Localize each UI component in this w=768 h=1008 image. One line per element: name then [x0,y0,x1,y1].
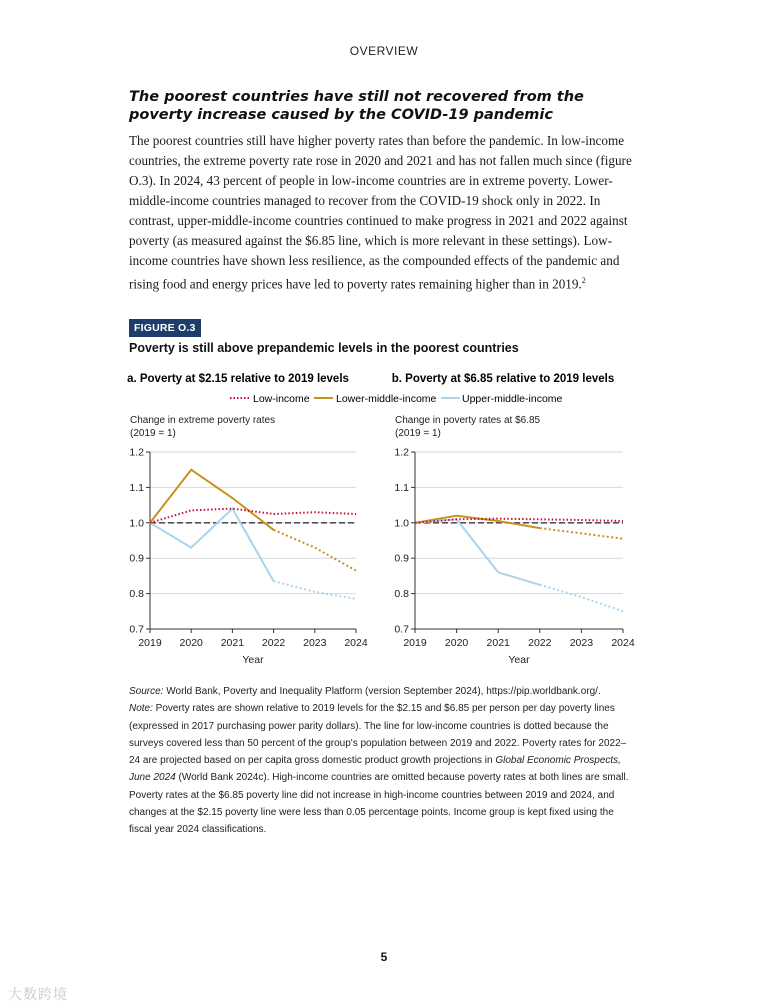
panel-b-line-upper-middle-income [415,519,540,585]
panel-a-line-upper-middle-income-projected [274,581,356,599]
body-text: The poorest countries still have higher poverty rates than before the pandemic. In low-income countries, the extreme poverty rate rose in 2020 and 2021 and has not fallen much since (figure O.3). In 2024, 43 percent of people in low-income countries are in extreme poverty. Lower-middle-income countries managed to recover from the COVID-19 shock only in 2022. In contrast, upper-middle-income countries continued to make progress in 2021 and 2022 against poverty (as measured against the $6.85 line, which is more relevant in these settings). Low-income countries have shown less resilience, as the compounded effects of the pandemic and rising food and energy prices have led to poverty rates remaining higher than in 2019. [129,133,632,292]
panel-a-xtick-label: 2024 [344,637,368,649]
note-label: Note: [129,703,153,715]
panel-a-line-low-income [150,509,356,523]
figure-label: FIGURE O.3 [129,319,201,337]
panel-a-xtick-label: 2021 [220,637,245,649]
panel-b-ylabel-line: (2019 = 1) [395,428,441,439]
panel-a-line-lower-middle-income-projected [274,530,356,571]
panel-b-xtick-label: 2019 [403,637,427,649]
panel-b-xtick-label: 2023 [569,637,594,649]
panel-b-xlabel: Year [508,654,530,666]
panel-a-ytick-label: 1.2 [129,446,144,459]
legend-low-income-label: Low-income [253,393,310,405]
source-label: Source: [129,686,164,697]
panel-a-ytick-label: 0.7 [129,623,144,636]
panel-a-chart [129,415,367,666]
panel-b-xtick-label: 2022 [528,637,552,649]
panel-b-ylabel-line: Change in poverty rates at $6.85 [395,415,541,426]
panel-b-ytick-label: 0.8 [394,588,409,601]
chart-legend [230,393,563,405]
panel-a-xtick-label: 2020 [179,637,203,649]
note-text-continued: (World Bank 2024c). High-income countries are omitted because poverty rates at both lines are small. Poverty rates at the $6.85 poverty line did not increase in high-income countries between 2019 and 2024, and changes at the $2.15 poverty line were less than 0.05 percentage points. Income group is kept fixed using the fiscal year 2024 classifications. [129,772,629,836]
panel-b-line-lower-middle-income-projected [540,528,623,539]
note-citation: Global Economic Prospects, June 2024 [129,755,621,784]
figure-charts [120,360,650,675]
panel-b-ytick-label: 0.9 [394,552,409,565]
note-text: Poverty rates are shown relative to 2019 levels for the $2.15 and $6.85 per person per day poverty lines (expressed in 2017 purchasing power parity dollars). The line for low-income countries is dotted because the surveys covered less than 50 percent of the group's population between 2019 and 2022. Poverty rates for 2022–24 are projected based on per capita gross domestic product growth projections in [129,703,627,767]
panel-a-xtick-label: 2023 [303,637,327,649]
source-text: World Bank, Poverty and Inequality Platform (version September 2024), https://pip.worldbank.org/. [163,686,601,697]
panel-a-xtick-label: 2022 [261,637,286,649]
panel-b-ytick-label: 1.1 [394,481,409,494]
panel-b-line-upper-middle-income-projected [540,585,623,612]
legend-lower-middle-income-label: Lower-middle-income [336,393,437,405]
panel-a-ylabel-line: (2019 = 1) [130,428,176,439]
panel-b-ytick-label: 1.0 [394,517,409,530]
body-paragraph [129,131,635,294]
watermark-logo: 大数跨境 [8,986,68,1002]
page-number: 5 [380,950,388,964]
panel-a-xtick-label: 2019 [138,637,162,649]
panel-b-chart [394,415,634,666]
panel-a-ylabel-line: Change in extreme poverty rates [130,415,276,426]
legend-upper-middle-income-label: Upper-middle-income [462,393,563,405]
section-heading: The poorest countries have still not recovered from the poverty increase caused by the COVID-19 pandemic [129,89,584,123]
panel-b-xtick-label: 2024 [611,637,635,649]
panel-a-xlabel: Year [242,654,264,666]
panel-b-ytick-label: 1.2 [394,446,409,459]
panel-b-ytick-label: 0.7 [394,623,409,636]
panel-a-ytick-label: 1.0 [129,517,144,530]
panel-b-title: b. Poverty at $6.85 relative to 2019 levels [391,373,615,385]
panel-a-ytick-label: 0.9 [129,552,144,565]
panel-a-line-lower-middle-income [150,470,274,530]
panel-a-line-upper-middle-income [150,509,274,582]
figure-notes [129,683,629,839]
panel-b-xtick-label: 2020 [444,637,469,649]
running-head: OVERVIEW [349,44,419,58]
panel-a-ytick-label: 1.1 [129,481,144,494]
panel-a-ytick-label: 0.8 [129,588,144,601]
footnote-ref[interactable]: 2 [581,276,586,285]
panel-a-title: a. Poverty at $2.15 relative to 2019 levels [127,373,349,385]
figure-title: Poverty is still above prepandemic levels in the poorest countries [129,341,519,355]
panel-b-xtick-label: 2021 [486,637,510,649]
